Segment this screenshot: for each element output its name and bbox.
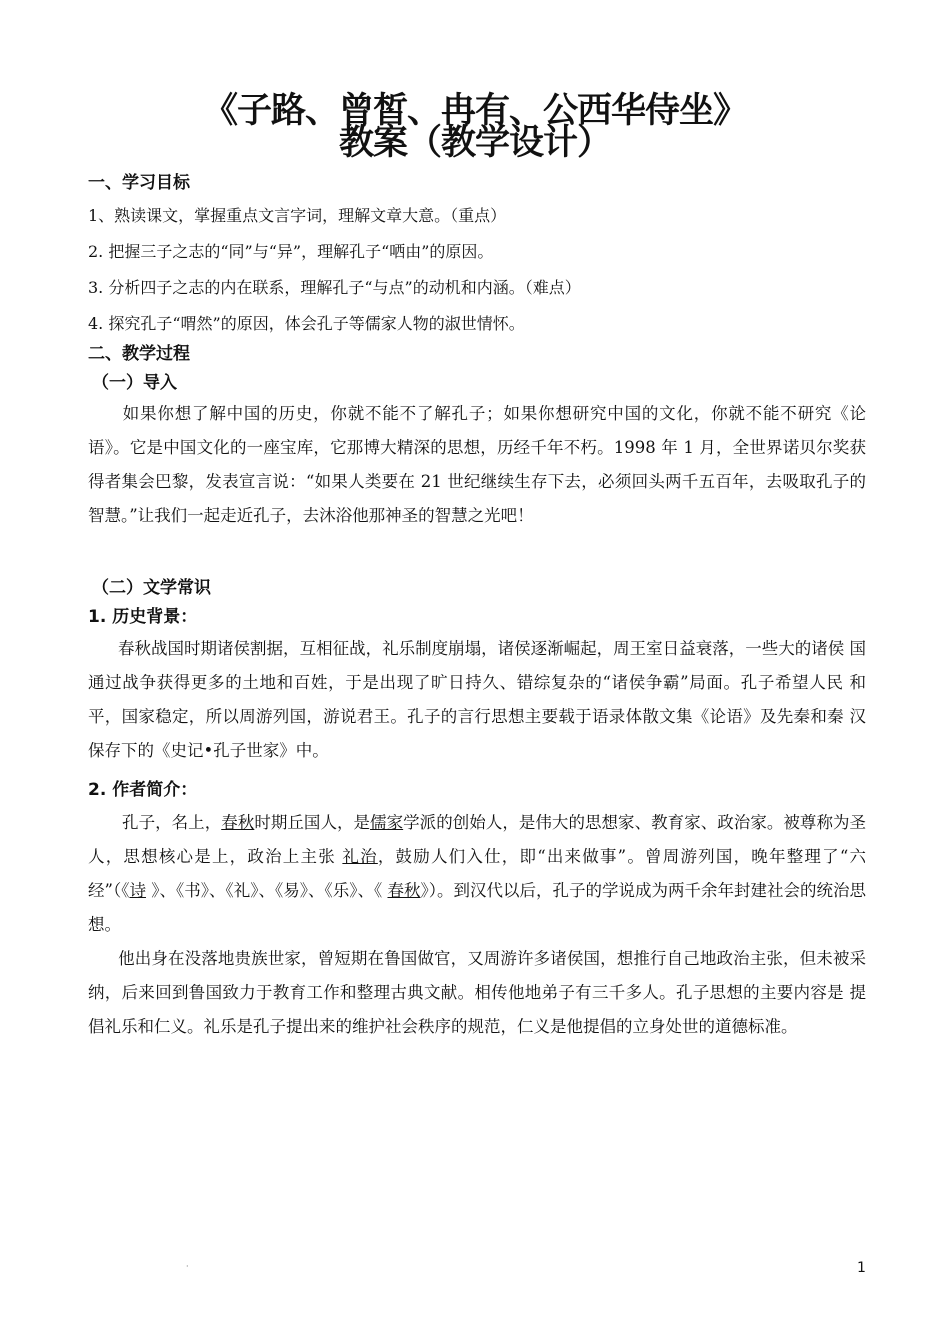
objective-item-2: 2. 把握三子之志的“同”与“异”，理解孔子“哂由”的原因。	[88, 242, 494, 261]
link-chunqiu-2[interactable]: 春秋	[387, 881, 421, 900]
document-title-line1: 《子路、曾皙、冉有、公西华侍坐》	[202, 91, 747, 131]
author-paragraph-1	[88, 806, 866, 942]
document-title-line2: 教案（教学设计）	[338, 123, 611, 163]
author-text-1d: ，鼓励人们入仕，即“出来做事”。曾周游列国，晚年整理了“六经”（《	[88, 847, 866, 900]
subsection-heading-intro: （一）导入	[92, 373, 177, 393]
author-text-1f: 》）。到汉代以后，孔子的学说成为两千余年封建社会的统治思想。	[88, 881, 867, 934]
author-text-1c: 学派的创始人，是伟大的思想家、教育家、政治家。被尊称为圣人，思想核心是上，政治上主张	[88, 813, 867, 866]
author-text-2: 他出身在没落地贵族世家，曾短期在鲁国做官，又周游许多诸侯国，想推行自己地政治主张，但未被采纳，后来回到鲁国致力于教育工作和整理古典文献。相传他地弟子有三千多人。孔子思想的主要内容是 提倡礼乐和仁义。礼乐是孔子提出来的维护社会秩序的规范，仁义是他提倡的立身处世的道德标准。	[88, 949, 866, 1036]
history-paragraph	[88, 632, 866, 768]
objective-item-3: 3. 分析四子之志的内在联系，理解孔子“与点”的动机和内涵。（难点）	[88, 278, 581, 297]
subsection-heading-literature: （二）文学常识	[92, 578, 211, 598]
history-text: 春秋战国时期诸侯割据，互相征战，礼乐制度崩塌，诸侯逐渐崛起，周王室日益衰落，一些大的诸侯 国通过战争获得更多的土地和百姓，于是出现了旷日持久、错综复杂的“诸侯争霸”局面。孔子希望人民 和平，国家稳定，所以周游列国，游说君王。孔子的言行思想主要载于语录体散文集《论语》及先秦和秦 汉保存下的《史记•孔子世家》中。	[88, 639, 866, 760]
section-heading-process: 二、教学过程	[88, 344, 190, 364]
author-paragraph-2	[88, 942, 866, 1044]
link-shi[interactable]: 诗	[129, 881, 146, 900]
heading-author-intro: 2. 作者简介：	[88, 780, 198, 800]
footer-mark: ·	[186, 1262, 189, 1271]
intro-text: 如果你想了解中国的历史，你就不能不了解孔子；如果你想研究中国的文化，你就不能不研究《论语》。它是中国文化的一座宝库，它那博大精深的思想，历经千年不朽。1998 年 1 月，全世界诺贝尔奖获得者集会巴黎，发表宣言说：“如果人类要在 21 世纪继续生存下去，必须回头两千五百年，去吸取孔子的智慧。”让我们一起走近孔子，去沐浴他那神圣的智慧之光吧！	[88, 404, 866, 525]
link-rujia[interactable]: 儒家	[370, 813, 404, 832]
link-lizhi[interactable]: 礼治	[342, 847, 378, 866]
heading-history-background: 1. 历史背景：	[88, 607, 198, 627]
author-text-1a: 孔子，名上，	[122, 813, 222, 832]
objective-item-1: 1、熟读课文，掌握重点文言字词，理解文章大意。（重点）	[88, 206, 507, 225]
section-heading-objectives: 一、学习目标	[88, 173, 190, 193]
objective-item-4: 4. 探究孔子“喟然”的原因，体会孔子等儒家人物的淑世情怀。	[88, 314, 525, 333]
intro-paragraph	[88, 397, 866, 533]
page-number: 1	[857, 1260, 866, 1276]
author-text-1b: 时期丘国人，是	[254, 813, 371, 832]
author-text-1e: 》、《书》、《礼》、《易》、《乐》、《	[145, 881, 388, 900]
link-chunqiu[interactable]: 春秋	[221, 813, 255, 832]
